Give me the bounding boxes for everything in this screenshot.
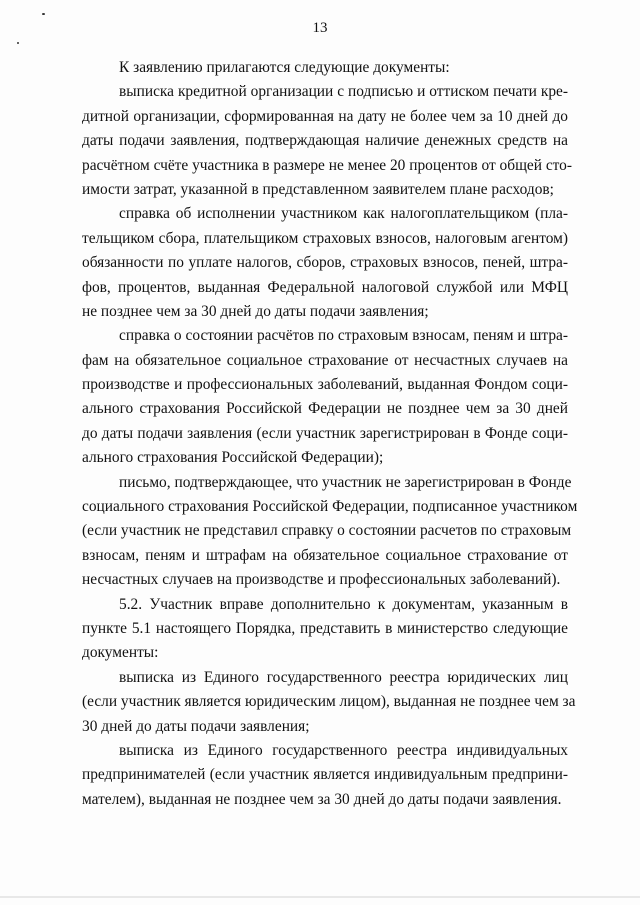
text-line: производстве и профессиональных заболеваний, выданная Фондом соци-	[82, 376, 568, 394]
text-line: фам на обязательное социальное страхование от несчастных случаев на	[82, 351, 568, 369]
text-line: расчётном счёте участника в размере не менее 20 процентов от общей сто-	[82, 156, 573, 174]
scan-speck	[17, 42, 19, 44]
text-line: (если участник является юридическим лицом), выданная не позднее чем за	[82, 693, 576, 711]
text-line: имости затрат, указанной в представленном заявителем плане расходов;	[82, 180, 554, 198]
text-line: выписка из Единого государственного реестра индивидуальных	[119, 741, 568, 759]
text-line: ального страхования Российской Федерации не позднее чем за 30 дней	[82, 400, 568, 418]
text-line: выписка кредитной организации с подписью и оттиском печати кре-	[119, 83, 568, 101]
text-line: тельщиком сбора, плательщиком страховых взносов, налоговым агентом)	[82, 229, 568, 247]
text-line: выписка из Единого государственного реестра юридических лиц	[119, 668, 568, 686]
text-line: до даты подачи заявления (если участник зарегистрирован в Фонде соци-	[82, 424, 568, 442]
text-line: пункте 5.1 настоящего Порядка, представить в министерство следующие	[82, 619, 568, 637]
text-line: 30 дней до даты подачи заявления;	[82, 717, 310, 735]
page-bottom-edge	[0, 896, 640, 898]
scan-speck	[42, 13, 45, 15]
text-line: 5.2. Участник вправе дополнительно к документам, указанным в	[119, 595, 568, 613]
text-line: справка об исполнении участником как налогоплательщиком (пла-	[119, 205, 568, 223]
text-line: документы:	[82, 644, 159, 662]
page-number: 13	[312, 20, 328, 36]
text-line: К заявлению прилагаются следующие документы:	[119, 59, 450, 76]
text-line: справка о состоянии расчётов по страховым взносам, пеням и штра-	[119, 327, 568, 345]
text-line: социального страхования Российской Федерации, подписанное участником	[82, 498, 578, 516]
text-line: (если участник не представил справку о состоянии расчетов по страховым	[82, 522, 572, 540]
text-line: взносам, пеням и штрафам на обязательное социальное страхование от	[82, 546, 568, 564]
text-line: мателем), выданная не позднее чем за 30 дней до даты подачи заявления.	[82, 790, 562, 808]
text-line: предпринимателей (если участник является индивидуальным предприни-	[82, 766, 568, 784]
text-line: фов, процентов, выданная Федеральной налоговой службой или МФЦ	[82, 278, 568, 296]
text-line: ального страхования Российской Федерации);	[82, 449, 384, 467]
text-line: несчастных случаев на производстве и профессиональных заболеваний).	[82, 571, 561, 589]
document-body	[82, 56, 578, 812]
text-line: не позднее чем за 30 дней до даты подачи заявления;	[82, 302, 429, 320]
text-line: письмо, подтверждающее, что участник не зарегистрирован в Фонде	[119, 473, 572, 491]
text-line: дитной организации, сформированная на дату не более чем за 10 дней до	[82, 107, 568, 125]
text-line: даты подачи заявления, подтверждающая наличие денежных средств на	[82, 132, 568, 150]
text-line: обязанности по уплате налогов, сборов, страховых взносов, пеней, штра-	[82, 254, 568, 272]
